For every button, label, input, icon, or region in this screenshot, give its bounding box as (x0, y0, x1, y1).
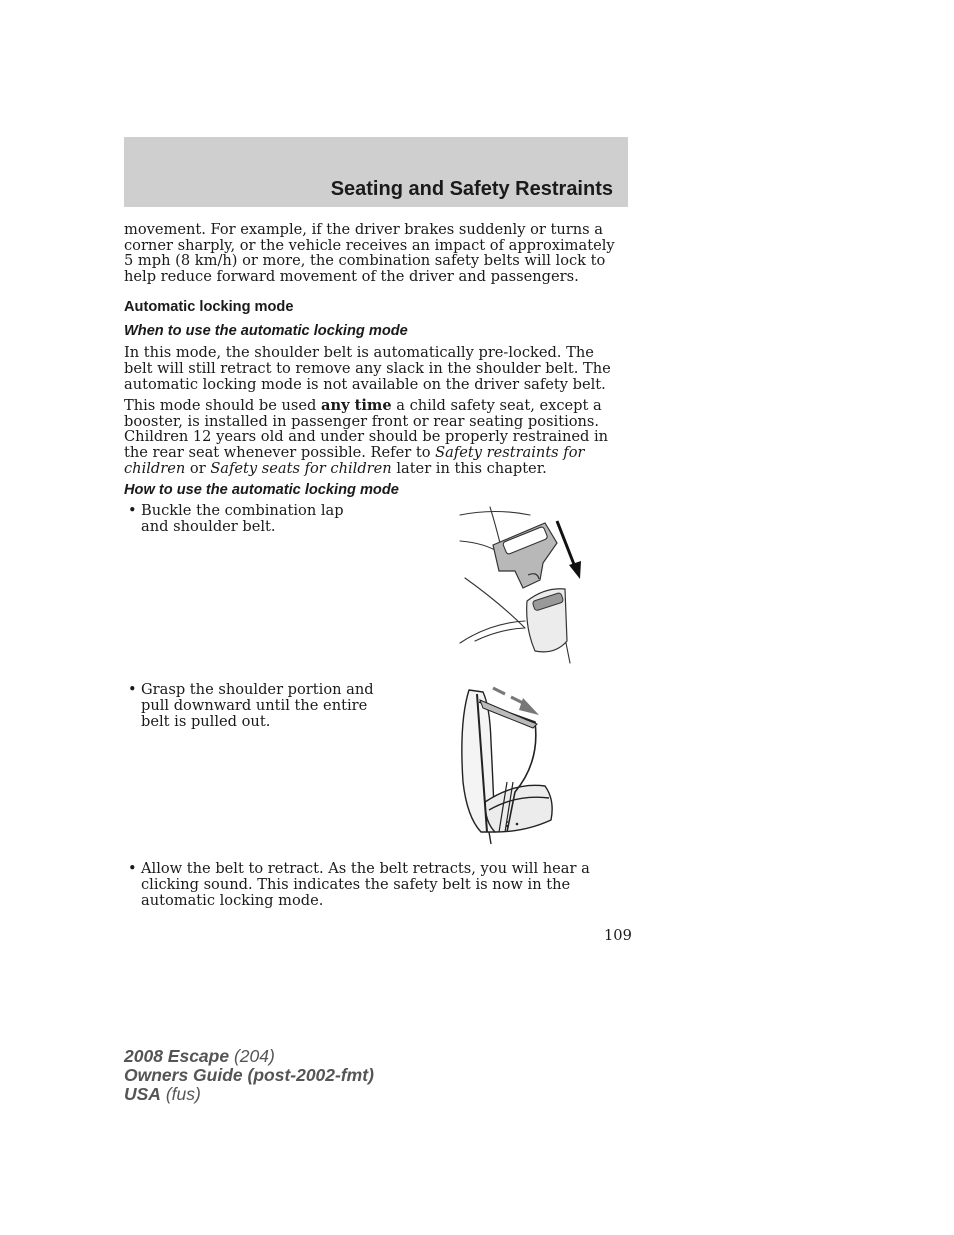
intro-paragraph: movement. For example, if the driver brakes suddenly or turns a corner sharply, or the vehicle receives an impact of approximately 5 mph (8 km/h) or more, the combination safety belts will lock to help reduce forward movement of the driver and passengers. (124, 221, 615, 285)
reference-children-restraints: Safety restraints for children (124, 443, 585, 477)
bullet-symbol: • (128, 502, 137, 519)
subsection-heading-how: How to use the automatic locking mode (124, 482, 399, 499)
page-number: 109 (604, 927, 632, 944)
seat-line (475, 628, 525, 641)
paragraph-when-2 (124, 398, 624, 476)
seat-line (460, 621, 525, 643)
page-title: Seating and Safety Restraints (330, 178, 613, 200)
bullet-symbol: • (128, 681, 137, 698)
down-arrow-icon (557, 521, 581, 579)
buckle-receiver (527, 589, 567, 652)
bullet-text-2: Grasp the shoulder portion and pull downward until the entire belt is pulled out. (141, 681, 374, 730)
bullet-text-3: Allow the belt to retract. As the belt retracts, you will hear a clicking sound. This indicates the safety belt is now in the automatic locking mode. (141, 860, 590, 909)
footer-model-code: (204) (229, 1046, 275, 1066)
footer-line-1 (124, 1047, 374, 1066)
bullet-symbol: • (128, 860, 137, 877)
list-item (124, 503, 374, 535)
seat-belt-pull-illustration (455, 682, 565, 847)
para2-post: later in this chapter. (391, 459, 547, 477)
seat-cushion (485, 785, 552, 832)
reference-safety-seats: Safety seats for children (210, 459, 392, 477)
list-item (124, 861, 624, 909)
footer-market: USA (124, 1084, 161, 1104)
list-item (124, 682, 374, 730)
para2-pre: This mode should be used (124, 397, 322, 415)
document-footer (124, 1047, 374, 1104)
subsection-heading-when: When to use the automatic locking mode (124, 323, 408, 340)
buckle-illustration (455, 503, 595, 668)
seat-control-dot (506, 825, 508, 827)
seat-line (460, 512, 530, 516)
seat-control-dot (506, 821, 508, 823)
seat-base (489, 832, 491, 844)
para2-bold: any time (321, 397, 392, 415)
bullet-text-1: Buckle the combination lap and shoulder belt. (141, 502, 344, 535)
header-band (124, 137, 628, 207)
paragraph-when-1: In this mode, the shoulder belt is automatically pre-locked. The belt will still retract to remove any slack in the shoulder belt. The automatic locking mode is not available on the driver safety belt. (124, 344, 611, 393)
footer-model: 2008 Escape (124, 1046, 230, 1066)
latch-plate (493, 523, 557, 588)
footer-line-3 (124, 1085, 374, 1104)
section-heading: Automatic locking mode (124, 299, 294, 316)
para2-mid: a child safety seat, except a booster, is installed in passenger front or rear seating positions. Children 12 years old and under should be properly restrained in the rear seat whenever possible. Refer to (124, 397, 609, 461)
footer-market-code: (fus) (160, 1084, 201, 1104)
seat-control-dot (516, 823, 519, 826)
main-content (124, 222, 624, 504)
seat-line (465, 578, 525, 628)
footer-line-2: Owners Guide (post-2002-fmt) (124, 1065, 374, 1085)
seat-line (490, 507, 500, 543)
para2-or: or (185, 459, 211, 477)
